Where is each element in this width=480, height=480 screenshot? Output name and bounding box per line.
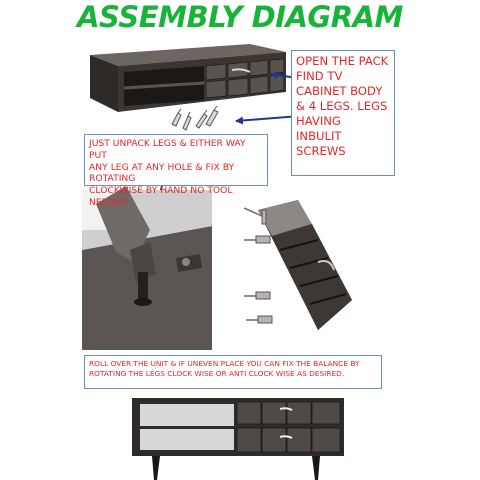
cabinet-body-image [90,44,286,112]
unpack-legs-note: JUST UNPACK LEGS & EITHER WAY PUT ANY LEG AT ANY HOLE & FIX BY ROTATING CLOCKWISE BY HAND NO TOOL NEEDED [84,134,268,186]
roll-over-note: ROLL OVER THE UNIT & IF UNEVEN PLACE YOU CAN FIX THE BALANCE BY ROTATING THE LEGS CLOCK WISE OR ANTI CLOCK WISE AS DESIRED. [84,355,382,389]
cabinet-upside-down-photo [244,200,352,330]
legs-image [172,106,218,130]
hand-fixing-leg-photo [82,186,212,350]
open-pack-note: OPEN THE PACK FIND TV CABINET BODY & 4 LEGS. LEGS HAVING INBULIT SCREWS [291,50,395,176]
diagram-title: ASSEMBLY DIAGRAM [77,0,403,34]
assembled-cabinet-image [132,398,344,480]
